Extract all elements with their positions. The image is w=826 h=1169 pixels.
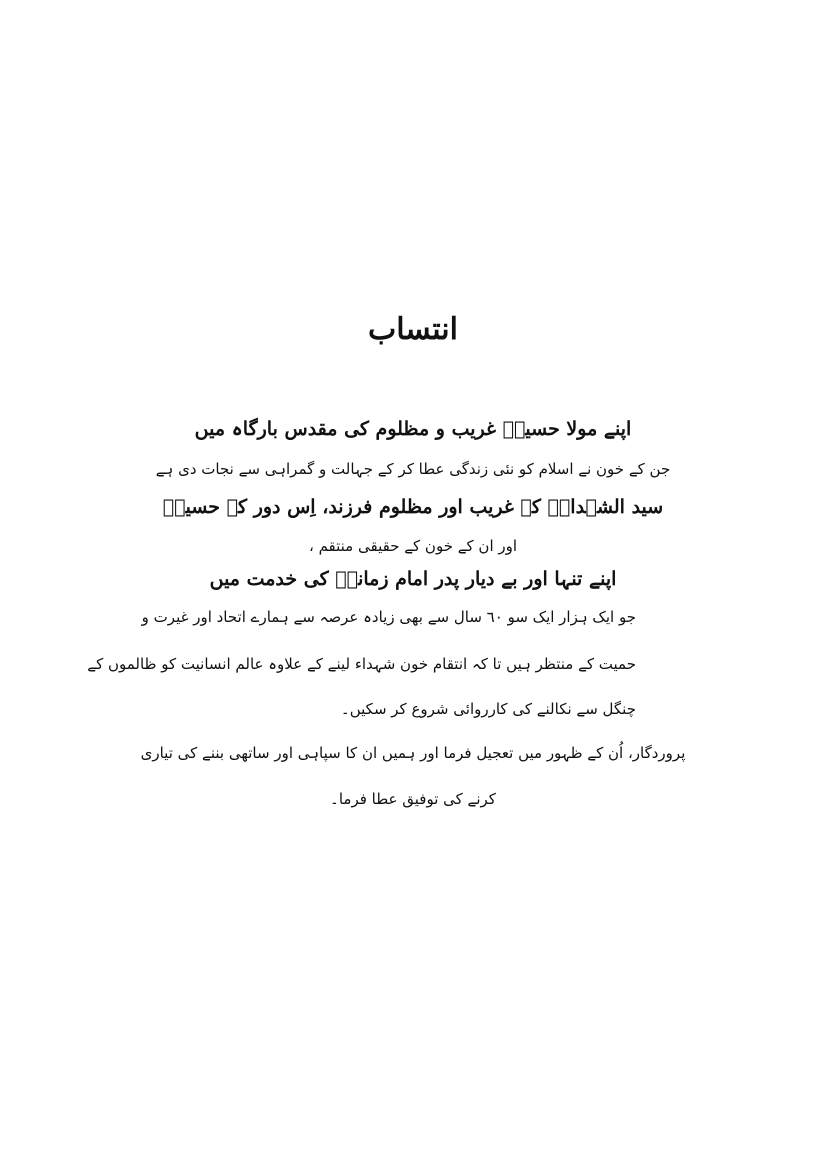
text-line-7: حمیت کے منتظر ہیں تا کہ انتقام خون شہداء لینے کے علاوہ عالم انسانیت کو ظالموں کے [87, 655, 636, 673]
text-line-4: اور ان کے خون کے حقیقی منتقم ، [308, 537, 518, 555]
text-line-5-heading: اپنے تنہا اور بے دیار پدر امام زمانہؑ کی خدمت میں [209, 568, 617, 590]
text-line-2: جن کے خون نے اسلام کو نئی زندگی عطا کر کے جہالت و گمراہی سے نجات دی ہے [155, 460, 671, 478]
text-line-9: پروردگار، اُن کے ظہور میں تعجیل فرما اور ہمیں ان کا سپاہی اور ساتھی بننے کی تیاری [140, 744, 686, 762]
text-line-10: کرنے کی توفیق عطا فرما۔ [330, 790, 496, 808]
dedication-heading: اپنے مولا حسینؑ غریب و مظلوم کی مقدس بارگاہ میں [194, 418, 632, 440]
page-title: انتساب [368, 312, 458, 347]
text-line-3-heading: سید الشہداءؑ کے غریب اور مظلوم فرزند، اِس دور کے حسینؑ [162, 496, 664, 518]
text-line-6: جو ایک ہزار ایک سو ٦٠ سال سے بھی زیادہ عرصہ سے ہمارے اتحاد اور غیرت و [141, 608, 636, 626]
text-line-8: چنگل سے نکالنے کی کارروائی شروع کر سکیں۔ [340, 700, 636, 718]
